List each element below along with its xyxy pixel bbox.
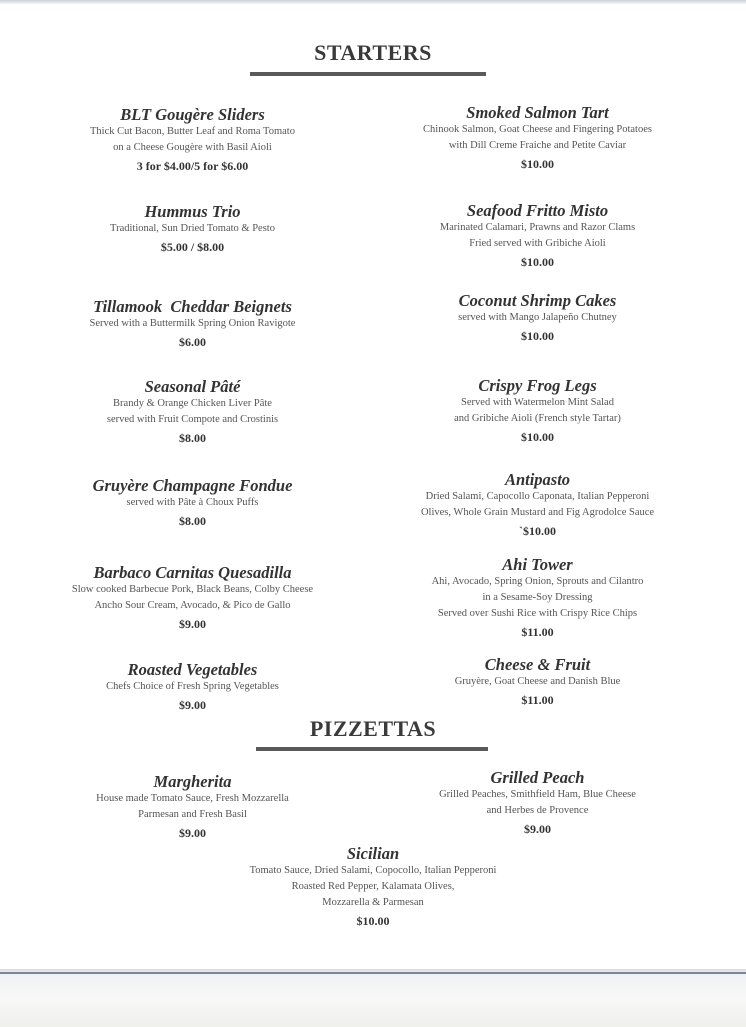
menu-item-smoked-salmon-tart (395, 103, 680, 173)
menu-item-crispy-frog-legs (395, 376, 680, 446)
item-name: Grilled Peach (490, 768, 585, 787)
menu-item-seafood-fritto-misto (395, 201, 680, 271)
menu-item-carnitas-quesadilla (40, 563, 345, 633)
item-desc: with Dill Creme Fraiche and Petite Caviar (448, 140, 627, 151)
item-desc: Grilled Peaches, Smithfield Ham, Blue Cheese (439, 789, 636, 800)
item-price: $9.00 (179, 617, 206, 631)
pizzettas-divider (256, 747, 488, 751)
menu-item-blt-gougere-sliders (50, 105, 335, 175)
menu-item-coconut-shrimp-cakes (395, 291, 680, 345)
item-price: $6.00 (179, 335, 206, 349)
item-desc: Roasted Red Pepper, Kalamata Olives, (291, 881, 455, 892)
item-desc: Parmesan and Fresh Basil (138, 809, 247, 820)
item-name: Barbaco Carnitas Quesadilla (93, 563, 292, 582)
item-desc: Served with Watermelon Mint Salad (461, 397, 614, 408)
item-price: 3 for $4.00/5 for $6.00 (136, 159, 249, 173)
item-desc: Mozzarella & Parmesan (322, 897, 424, 908)
item-name: Antipasto (504, 470, 571, 489)
item-desc: House made Tomato Sauce, Fresh Mozzarella (96, 793, 289, 804)
bottom-rule (0, 972, 746, 974)
item-desc: served with Fruit Compote and Crostinis (106, 414, 279, 425)
item-desc: Gruyère, Goat Cheese and Danish Blue (454, 676, 621, 687)
item-name: Smoked Salmon Tart (466, 103, 609, 122)
item-name: BLT Gougère Sliders (120, 105, 265, 124)
menu-item-roasted-vegetables (50, 660, 335, 714)
item-price: $8.00 (179, 514, 206, 528)
item-price: $5.00 / $8.00 (160, 240, 225, 254)
item-price: `$10.00 (519, 524, 556, 538)
menu-item-cheese-fruit (395, 655, 680, 709)
item-desc: in a Sesame-Soy Dressing (482, 592, 593, 603)
item-price: $11.00 (521, 693, 554, 707)
item-price: $11.00 (521, 625, 554, 639)
item-name: Sicilian (346, 844, 400, 863)
item-name: Seasonal Pâté (144, 377, 241, 396)
item-desc: Served over Sushi Rice with Crispy Rice Chips (437, 608, 638, 619)
item-name: Tillamook Cheddar Beignets (93, 297, 292, 316)
item-price: $10.00 (521, 329, 554, 343)
item-desc: Brandy & Orange Chicken Liver Pâte (113, 398, 272, 409)
item-desc: Ancho Sour Cream, Avocado, & Pico de Gallo (94, 600, 291, 611)
item-price: $9.00 (179, 826, 206, 840)
item-name: Margherita (153, 772, 232, 791)
menu-item-grilled-peach (395, 768, 680, 838)
pizzettas-title: PIZZETTAS (309, 716, 437, 741)
item-desc: Fried served with Gribiche Aioli (469, 238, 606, 249)
item-price: $8.00 (179, 431, 206, 445)
item-desc: Slow cooked Barbecue Pork, Black Beans, Colby Cheese (71, 584, 314, 595)
item-name: Ahi Tower (502, 555, 573, 574)
item-desc: Traditional, Sun Dried Tomato & Pesto (110, 223, 275, 234)
item-desc: and Herbes de Provence (486, 805, 589, 816)
bottom-border (0, 969, 746, 1027)
item-desc: Marinated Calamari, Prawns and Razor Clams (439, 222, 636, 233)
item-desc: Tomato Sauce, Dried Salami, Copocollo, Italian Pepperoni (249, 865, 497, 876)
item-desc: Chefs Choice of Fresh Spring Vegetables (106, 681, 279, 692)
starters-divider (250, 72, 486, 76)
item-name: Coconut Shrimp Cakes (458, 291, 617, 310)
item-price: $10.00 (521, 255, 554, 269)
item-desc: Thick Cut Bacon, Butter Leaf and Roma Tomato (90, 126, 295, 137)
item-desc: and Gribiche Aioli (French style Tartar) (454, 413, 621, 424)
item-name: Cheese & Fruit (484, 655, 591, 674)
item-price: $9.00 (524, 822, 551, 836)
menu-item-antipasto (395, 470, 680, 540)
menu-item-ahi-tower (395, 555, 680, 641)
item-price: $10.00 (521, 430, 554, 444)
item-price: $10.00 (356, 914, 390, 928)
item-name: Seafood Fritto Misto (466, 201, 609, 220)
item-price: $9.00 (179, 698, 206, 712)
menu-item-gruyere-fondue (50, 476, 335, 530)
item-name: Crispy Frog Legs (478, 376, 597, 395)
item-desc: on a Cheese Gougère with Basil Aioli (113, 142, 272, 153)
item-name: Gruyère Champagne Fondue (92, 476, 293, 495)
starters-title: STARTERS (314, 40, 432, 65)
item-desc: Olives, Whole Grain Mustard and Fig Agrodolce Sauce (420, 507, 655, 518)
item-desc: served with Mango Jalapeño Chutney (458, 312, 617, 323)
item-desc: Ahi, Avocado, Spring Onion, Sprouts and Cilantro (431, 576, 644, 587)
item-desc: Chinook Salmon, Goat Cheese and Fingering Potatoes (423, 124, 652, 135)
item-name: Hummus Trio (144, 202, 241, 221)
item-desc: Dried Salami, Capocollo Caponata, Italian Pepperoni (425, 491, 650, 502)
menu-item-margherita (50, 772, 335, 842)
menu-item-seasonal-pate (50, 377, 335, 447)
item-price: $10.00 (521, 157, 554, 171)
menu-item-cheddar-beignets (50, 297, 335, 351)
item-name: Roasted Vegetables (127, 660, 258, 679)
menu-item-sicilian (200, 844, 546, 930)
menu-item-hummus-trio (50, 202, 335, 256)
item-desc: served with Pâte à Choux Puffs (126, 497, 259, 508)
item-desc: Served with a Buttermilk Spring Onion Ravigote (89, 318, 296, 329)
